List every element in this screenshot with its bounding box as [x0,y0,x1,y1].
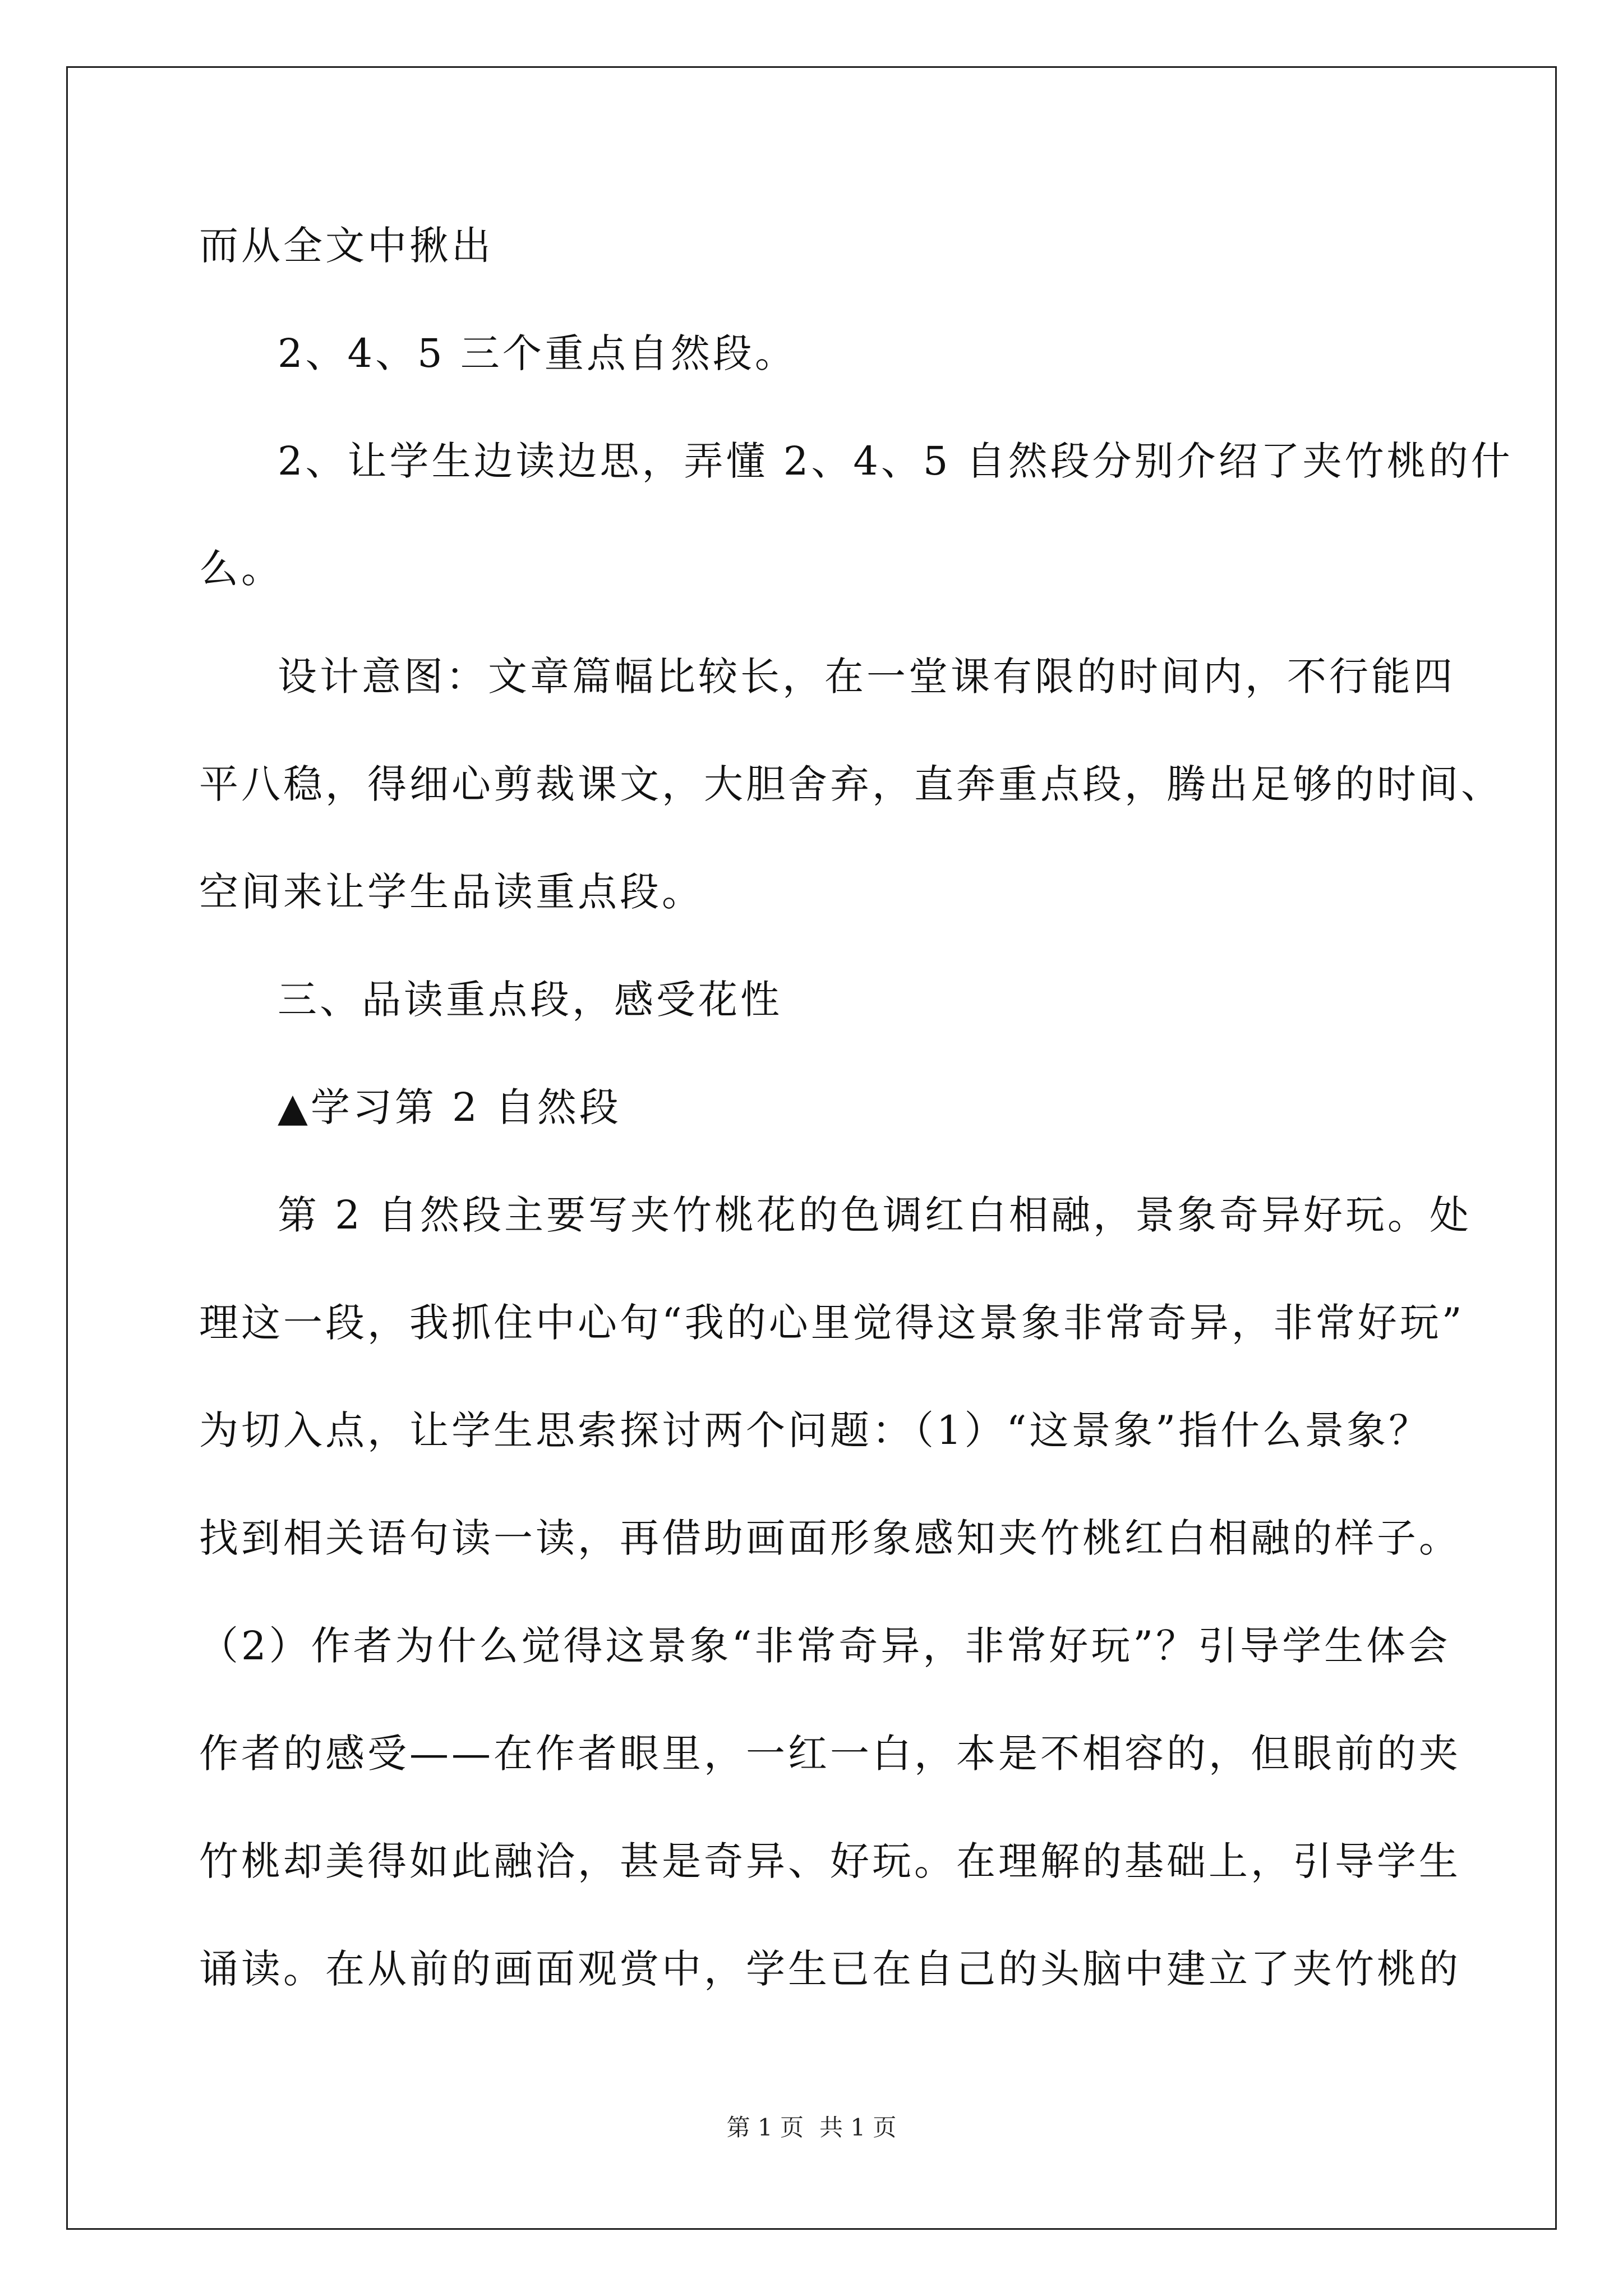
text-line: （2）作者为什么觉得这景象“非常奇异，非常好玩”？引导学生体会 [199,1623,1451,1669]
page-total: 共 1 页 [819,2114,897,2141]
text-line: 理这一段，我抓住中心句“我的心里觉得这景象非常奇异，非常好玩” [199,1300,1465,1346]
page-footer [0,2109,1623,2143]
text-line: 第 2 自然段主要写夹竹桃花的色调红白相融，景象奇异好玩。处 [278,1192,1472,1238]
section-heading: 三、品读重点段，感受花性 [278,977,782,1023]
text-line: 空间来让学生品读重点段。 [199,869,704,915]
text-line: 诵读。在从前的画面观赏中，学生已在自己的头脑中建立了夹竹桃的 [199,1946,1461,1992]
text-line: 2、让学生边读边思，弄懂 2、4、5 自然段分别介绍了夹竹桃的什 [278,438,1513,484]
page-border [66,66,1557,2230]
text-line: 而从全文中揪出 [199,223,494,269]
subsection-heading: ▲学习第 2 自然段 [278,1084,621,1130]
text-line: 么。 [199,546,283,592]
text-line: 找到相关语句读一读，再借助画面形象感知夹竹桃红白相融的样子。 [199,1515,1461,1561]
text-line: 竹桃却美得如此融洽，甚是奇异、好玩。在理解的基础上，引导学生 [199,1838,1461,1884]
text-line: 作者的感受——在作者眼里，一红一白，本是不相容的，但眼前的夹 [199,1731,1461,1777]
text-line: 设计意图：文章篇幅比较长，在一堂课有限的时间内，不行能四 [278,654,1455,700]
page-number: 第 1 页 [726,2114,804,2141]
text-line: 为切入点，让学生思索探讨两个问题：（1）“这景象”指什么景象？ [199,1407,1431,1453]
text-line: 平八稳，得细心剪裁课文，大胆舍弃，直奔重点段，腾出足够的时间、 [199,761,1503,807]
text-line: 2、4、5 三个重点自然段。 [278,330,797,376]
